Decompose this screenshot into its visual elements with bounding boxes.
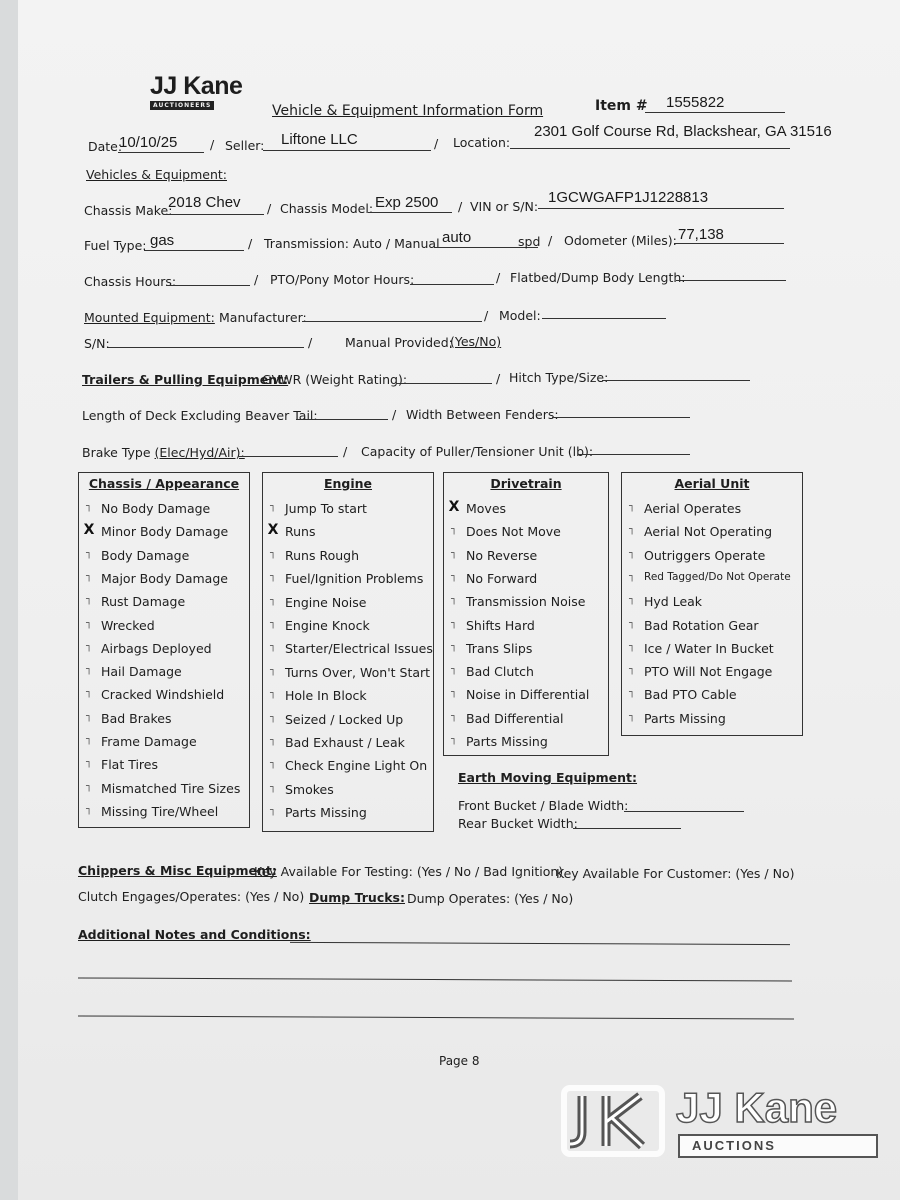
form-title: Vehicle & Equipment Information Form xyxy=(272,103,544,119)
rear-bucket-label: Rear Bucket Width: xyxy=(458,816,578,831)
notes-heading: Additional Notes and Conditions: xyxy=(78,927,311,942)
engine-item-2: Runs xyxy=(285,524,316,540)
aerial-checkbox-5[interactable]: ┐ xyxy=(628,594,636,606)
chassis-item-14: Missing Tire/Wheel xyxy=(101,803,219,819)
drivetrain-checkbox-11[interactable]: ┐ xyxy=(450,734,458,745)
manufacturer-label: Manufacturer: xyxy=(219,310,307,325)
capacity-label: Capacity of Puller/Tensioner Unit (lb): xyxy=(361,444,594,459)
aerial-item-1: Aerial Operates xyxy=(644,501,742,516)
drivetrain-box-title: Drivetrain xyxy=(490,476,562,491)
chassis-item-13: Mismatched Tire Sizes xyxy=(101,780,241,796)
transmission-value: auto xyxy=(442,229,472,246)
odometer-label: Odometer (Miles): xyxy=(564,233,677,248)
chassis-checkbox-3[interactable]: ┐ xyxy=(85,547,93,559)
drivetrain-item-4: No Forward xyxy=(466,570,538,586)
vehicles-heading: Vehicles & Equipment: xyxy=(86,167,227,182)
chassis-item-6: Wrecked xyxy=(101,617,155,633)
engine-checkbox-7[interactable]: ┐ xyxy=(269,641,277,653)
drivetrain-box xyxy=(443,472,609,756)
fender-width-label: Width Between Fenders: xyxy=(406,407,559,422)
chassis-checkbox-9[interactable]: ┐ xyxy=(85,687,93,699)
key-customer-text: Key Available For Customer: (Yes / No) xyxy=(556,866,795,881)
dump-trucks-heading: Dump Trucks: xyxy=(309,890,405,905)
spd-label: spd xyxy=(518,234,541,249)
engine-item-1: Jump To start xyxy=(285,501,367,516)
chassis-hours-label: Chassis Hours: xyxy=(84,274,177,289)
engine-checkbox-6[interactable]: ┐ xyxy=(269,618,277,629)
hitch-label: Hitch Type/Size: xyxy=(509,370,609,385)
drivetrain-item-6: Shifts Hard xyxy=(466,617,535,633)
engine-item-14: Parts Missing xyxy=(285,805,367,821)
chassis-model-label: Chassis Model: xyxy=(280,201,374,216)
vin-label: VIN or S/N: xyxy=(470,199,539,214)
chassis-item-4: Major Body Damage xyxy=(101,570,228,586)
seller-label: Seller: xyxy=(225,138,265,153)
item-number: 1555822 xyxy=(666,94,725,111)
jj-kane-watermark xyxy=(560,1082,870,1162)
aerial-checkbox-7[interactable]: ┐ xyxy=(628,640,636,652)
engine-item-9: Hole In Block xyxy=(285,688,367,704)
drivetrain-checkbox-2[interactable]: ┐ xyxy=(450,524,458,536)
trailers-heading: Trailers & Pulling Equipment: xyxy=(82,372,289,387)
chassis-item-1: No Body Damage xyxy=(101,501,211,516)
fuel-value: gas xyxy=(150,232,175,249)
chassis-make-value: 2018 Chev xyxy=(168,194,241,211)
date-value: 10/10/25 xyxy=(119,134,178,151)
aerial-item-8: PTO Will Not Engage xyxy=(644,664,773,680)
chassis-item-8: Hail Damage xyxy=(101,664,182,680)
drivetrain-item-1: Moves xyxy=(466,501,507,516)
model-label: Model: xyxy=(499,308,541,323)
odometer-value: 77,138 xyxy=(678,226,724,243)
engine-checkbox-5[interactable]: ┐ xyxy=(269,594,277,606)
aerial-item-10: Parts Missing xyxy=(644,710,726,726)
engine-checkbox-4[interactable]: ┐ xyxy=(269,571,277,583)
chassis-item-7: Airbags Deployed xyxy=(101,640,212,656)
chassis-item-5: Rust Damage xyxy=(101,594,186,610)
jk-monogram-icon xyxy=(560,1082,670,1162)
chassis-checkbox-13[interactable]: ┐ xyxy=(85,780,93,792)
chassis-item-3: Body Damage xyxy=(101,547,190,563)
drivetrain-checkbox-4[interactable]: ┐ xyxy=(450,570,458,582)
drivetrain-item-11: Parts Missing xyxy=(466,734,548,749)
front-bucket-label: Front Bucket / Blade Width: xyxy=(458,798,629,813)
aerial-item-4: Red Tagged/Do Not Operate xyxy=(644,570,791,583)
drivetrain-checkbox-6[interactable]: ┐ xyxy=(450,617,458,629)
engine-box-title: Engine xyxy=(323,476,373,491)
engine-checkbox-13[interactable]: ┐ xyxy=(269,781,277,793)
chassis-model-value: Exp 2500 xyxy=(375,194,439,211)
aerial-checkbox-8[interactable]: ┐ xyxy=(628,664,636,676)
chassis-checkbox-1[interactable]: ┐ xyxy=(85,501,93,512)
chassis-checkbox-12[interactable]: ┐ xyxy=(85,757,93,769)
chassis-appearance-box xyxy=(78,472,250,828)
chassis-checkbox-11[interactable]: ┐ xyxy=(85,734,93,745)
chassis-item-11: Frame Damage xyxy=(101,734,197,749)
pto-hours-label: PTO/Pony Motor Hours: xyxy=(270,272,415,287)
engine-checkbox-3[interactable]: ┐ xyxy=(269,547,277,559)
drivetrain-item-3: No Reverse xyxy=(466,547,538,563)
aerial-checkbox-10[interactable]: ┐ xyxy=(628,710,636,722)
drivetrain-checkbox-7[interactable]: ┐ xyxy=(450,640,458,652)
chassis-item-2: Minor Body Damage xyxy=(101,524,229,540)
engine-item-11: Bad Exhaust / Leak xyxy=(285,735,405,750)
engine-checkbox-8[interactable]: ┐ xyxy=(269,664,277,676)
page-number: Page 8 xyxy=(439,1054,480,1068)
sn-label: S/N: xyxy=(84,336,110,351)
aerial-box-title: Aerial Unit xyxy=(674,476,750,491)
engine-checkbox-14[interactable]: ┐ xyxy=(269,805,277,817)
engine-item-6: Engine Knock xyxy=(285,618,370,633)
chassis-item-12: Flat Tires xyxy=(101,757,158,773)
date-label: Date: xyxy=(88,139,123,154)
location-value: 2301 Golf Course Rd, Blackshear, GA 31516 xyxy=(534,123,832,140)
engine-item-13: Smokes xyxy=(285,781,334,797)
dump-operates-text: Dump Operates: (Yes / No) xyxy=(407,891,574,906)
drivetrain-item-9: Noise in Differential xyxy=(466,687,590,703)
aerial-checkbox-1[interactable]: ┐ xyxy=(628,501,636,512)
jj-kane-logo: JJ Kane xyxy=(150,72,243,100)
aerial-item-7: Ice / Water In Bucket xyxy=(644,640,774,656)
logo-subtitle: AUCTIONEERS xyxy=(150,101,214,110)
chippers-heading: Chippers & Misc Equipment: xyxy=(78,863,277,878)
drivetrain-item-10: Bad Differential xyxy=(466,710,564,726)
aerial-checkbox-9[interactable]: ┐ xyxy=(628,687,636,699)
aerial-item-6: Bad Rotation Gear xyxy=(644,617,759,633)
flatbed-label: Flatbed/Dump Body Length: xyxy=(510,270,686,285)
fuel-label: Fuel Type: xyxy=(84,238,147,253)
transmission-label: Transmission: Auto / Manual xyxy=(264,236,440,251)
chassis-checkbox-7[interactable]: ┐ xyxy=(85,640,93,652)
drivetrain-checkbox-10[interactable]: ┐ xyxy=(450,710,458,722)
chassis-checkbox-8[interactable]: ┐ xyxy=(85,664,93,676)
drivetrain-checkbox-5[interactable]: ┐ xyxy=(450,594,458,606)
engine-checkbox-2[interactable]: X xyxy=(267,522,279,539)
drivetrain-item-5: Transmission Noise xyxy=(466,594,586,610)
mounted-heading: Mounted Equipment: xyxy=(84,310,215,325)
engine-box xyxy=(262,472,434,832)
watermark-brand: JJ Kane xyxy=(676,1084,838,1131)
chassis-make-label: Chassis Make: xyxy=(84,203,173,218)
drivetrain-checkbox-1[interactable]: X xyxy=(448,499,460,515)
engine-checkbox-10[interactable]: ┐ xyxy=(269,711,277,723)
chassis-item-9: Cracked Windshield xyxy=(101,687,225,703)
drivetrain-item-8: Bad Clutch xyxy=(466,664,534,680)
aerial-checkbox-6[interactable]: ┐ xyxy=(628,617,636,629)
deck-length-label: Length of Deck Excluding Beaver Tail: xyxy=(82,408,318,423)
aerial-item-5: Hyd Leak xyxy=(644,594,703,610)
engine-checkbox-1[interactable]: ┐ xyxy=(269,501,277,512)
clutch-text: Clutch Engages/Operates: (Yes / No) xyxy=(78,889,305,904)
engine-item-4: Fuel/Ignition Problems xyxy=(285,571,424,587)
aerial-checkbox-3[interactable]: ┐ xyxy=(628,547,636,559)
key-testing-text: Key Available For Testing: (Yes / No / Bad Ignition) xyxy=(254,864,564,879)
engine-item-3: Runs Rough xyxy=(285,547,360,563)
engine-item-5: Engine Noise xyxy=(285,594,367,610)
aerial-checkbox-2[interactable]: ┐ xyxy=(628,524,636,536)
chassis-item-10: Bad Brakes xyxy=(101,710,172,726)
drivetrain-checkbox-8[interactable]: ┐ xyxy=(450,664,458,676)
engine-checkbox-11[interactable]: ┐ xyxy=(269,735,277,746)
engine-item-7: Starter/Electrical Issues xyxy=(285,641,433,657)
aerial-item-3: Outriggers Operate xyxy=(644,547,766,563)
aerial-box xyxy=(621,472,803,736)
aerial-checkbox-4[interactable]: ┐ xyxy=(628,570,636,582)
chassis-checkbox-6[interactable]: ┐ xyxy=(85,617,93,629)
aerial-item-2: Aerial Not Operating xyxy=(644,524,773,540)
engine-checkbox-9[interactable]: ┐ xyxy=(269,688,277,700)
brake-type-label: Brake Type (Elec/Hyd/Air): xyxy=(82,445,245,460)
aerial-item-9: Bad PTO Cable xyxy=(644,687,737,703)
manual-provided-label: Manual Provided: xyxy=(345,335,453,350)
watermark-sub: AUCTIONS xyxy=(678,1134,878,1158)
earth-heading: Earth Moving Equipment: xyxy=(458,770,638,785)
drivetrain-checkbox-9[interactable]: ┐ xyxy=(450,687,458,699)
manual-provided-options: (Yes/No) xyxy=(450,334,502,349)
vin-value: 1GCWGAFP1J1228813 xyxy=(548,189,709,206)
engine-item-10: Seized / Locked Up xyxy=(285,711,404,727)
engine-item-12: Check Engine Light On xyxy=(285,758,428,774)
engine-checkbox-12[interactable]: ┐ xyxy=(269,758,277,770)
drivetrain-item-7: Trans Slips xyxy=(466,640,533,656)
chassis-checkbox-5[interactable]: ┐ xyxy=(85,594,93,606)
engine-item-8: Turns Over, Won't Start xyxy=(285,664,431,680)
drivetrain-item-2: Does Not Move xyxy=(466,524,561,540)
item-label: Item # xyxy=(595,98,648,114)
chassis-checkbox-4[interactable]: ┐ xyxy=(85,570,93,582)
chassis-checkbox-2[interactable]: X xyxy=(83,522,95,539)
gvwr-label: GVWR (Weight Rating): xyxy=(262,372,408,387)
drivetrain-checkbox-3[interactable]: ┐ xyxy=(450,547,458,559)
form-page: JJ Kane AUCTIONEERS Vehicle & Equipment Information Form Item # 1555822 Date: 10/10/25 / Seller: Liftone LLC / Location: 2301 Golf Course Rd, Blackshear, GA 31516 Vehicles & Equipment: Chassis Make: 2018 Chev / Chassis Model: Exp 2500 / VIN or S/N: 1GCWGAFP1J1228813 Fuel Type: gas / Transmission: Auto / Manual auto spd / Odometer (Miles): 77,138 Chassis Hours: / PTO/Pony Motor Hours: / Flatbed/Dump Body Length: Mounted Equipment: Manufacturer: / Model: S/N: / Manual Provided: (Yes/No) Trailers & Pulling Equipment: GVWR (Weight Rating): / Hitch Type/Size: Length of Deck Excluding Beaver Tail: / Width Between Fenders: Brake Type (Elec/Hyd/Air): / Capacity of Puller/Tensioner Unit (lb): Chassis / Appearance ┐ No Body Damage X Minor Body Damage ┐ Body Damage ┐ Major Body Damage ┐ Rust Damage ┐ Wrecked ┐ Airbags Deployed ┐ Hail Damage ┐ Cracked Windshield ┐ Bad Brakes ┐ Frame Damage ┐ Flat Tires ┐ Mismatched Tire Sizes ┐ Missing Tire/Wheel Engine ┐ Jump To start X Runs ┐ Runs Rough ┐ Fuel/Ignition Problems ┐ Engine Noise ┐ Engine Knock ┐ Starter/Electrical Issues ┐ Turns Over, Won't Start ┐ Hole In Block ┐ Seized / Locked Up ┐ Bad Exhaust / Leak ┐ Check Engine Light On ┐ Smokes ┐ Parts Missing Drivetrain X Moves ┐ Does Not Move ┐ No Reverse ┐ No Forward ┐ Transmission Noise ┐ Shifts Hard ┐ Trans Slips ┐ Bad Clutch ┐ Noise in Differential ┐ Bad Differential ┐ Parts Missing Aerial Unit ┐ Aerial Operates ┐ Aerial Not Operating ┐ Outriggers Operate ┐ Red Tagged/Do Not Operate ┐ Hyd Leak ┐ Bad Rotation Gear ┐ Ice / Water In Bucket ┐ PTO Will Not Engage ┐ Bad PTO Cable ┐ Parts Missing Earth Moving Equipment: Front Bucket / Blade Width: Rear Bucket Width: Chippers & Misc Equipment: Key Available For Testing: (Yes / No / Bad Ignition) Key Available For Customer: (Yes / No) Clutch Engages/Operates: (Yes / No) Dump Trucks: Dump Operates: (Yes / No) Additional Notes and Conditions: Page 8 JJ Kane AUCTIONS xyxy=(18,0,900,1200)
chassis-checkbox-10[interactable]: ┐ xyxy=(85,710,93,722)
chassis-box-title: Chassis / Appearance xyxy=(88,476,240,491)
chassis-checkbox-14[interactable]: ┐ xyxy=(85,803,93,815)
location-label: Location: xyxy=(453,135,511,150)
seller-value: Liftone LLC xyxy=(281,131,358,148)
